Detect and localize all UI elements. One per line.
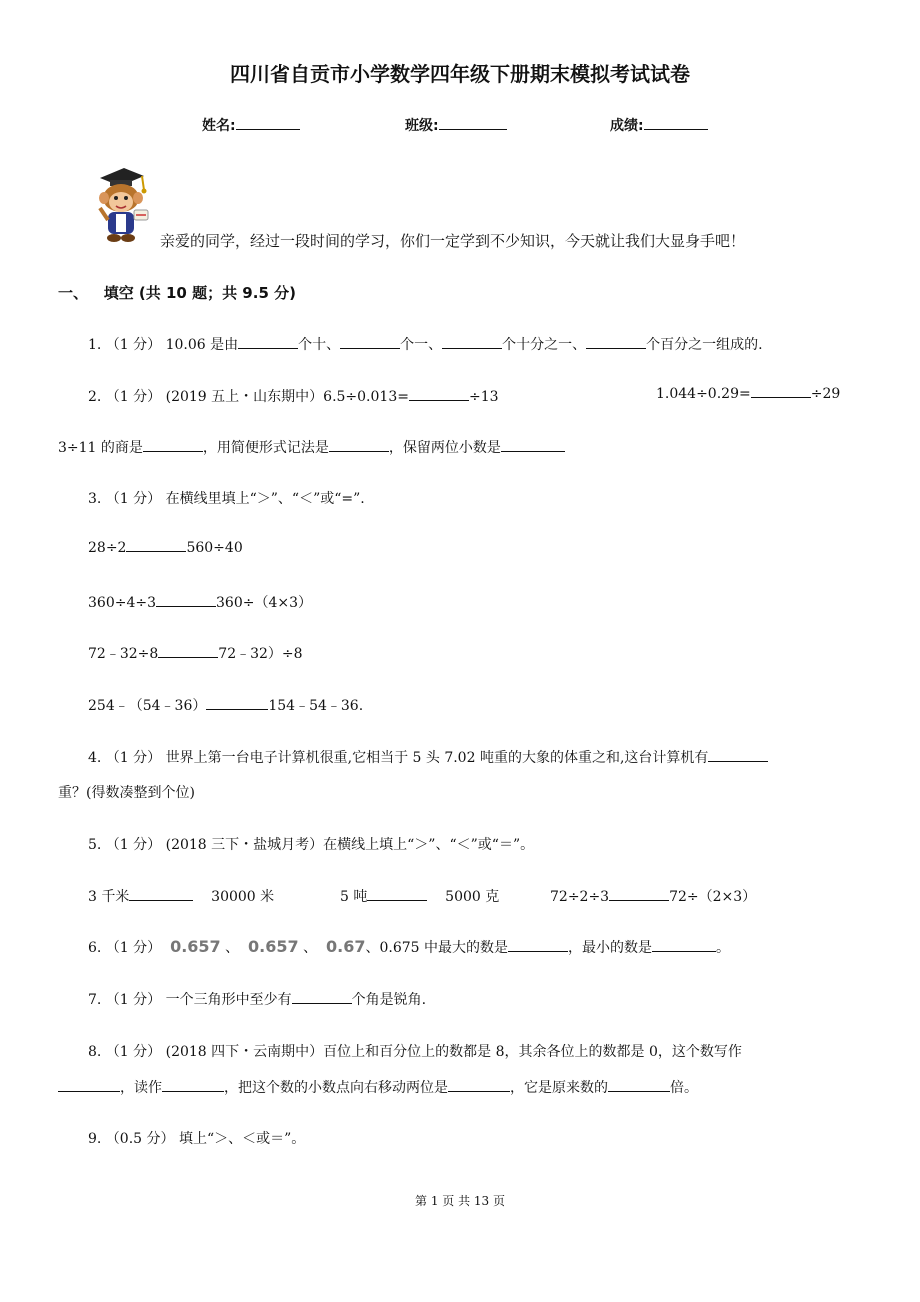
answer-blank[interactable] [652, 951, 716, 952]
name-label: 姓名: [202, 118, 236, 134]
question-2 [88, 386, 499, 406]
question-6 [88, 937, 730, 957]
class-field [405, 115, 507, 135]
q1-text: 个十、 [298, 337, 341, 353]
q5-text: 3 千米 [88, 889, 130, 905]
answer-blank[interactable] [206, 709, 268, 710]
q5-row [340, 886, 499, 906]
class-blank[interactable] [439, 129, 507, 130]
question-1 [88, 334, 763, 354]
score-field [610, 115, 708, 135]
answer-blank[interactable] [129, 900, 193, 901]
q1-text: 1. （1 分） 10.06 是由 [88, 337, 239, 353]
question-9: 9. （0.5 分） 填上“＞、＜或＝”。 [88, 1131, 306, 1147]
answer-blank[interactable] [238, 348, 298, 349]
repeating-decimal-3: 0.67 [326, 937, 366, 956]
q1-text: 个十分之一、 [502, 337, 587, 353]
section-title: 填空 (共 10 题；共 9.5 分) [103, 284, 296, 302]
q8-text: ，把这个数的小数点向右移动两位是 [224, 1080, 448, 1096]
q5-text: 30000 米 [211, 889, 275, 905]
q3-text: 254﹣（54﹣36） [88, 698, 207, 714]
q3-row [88, 592, 312, 612]
repeating-decimal-2: 0.657 [248, 937, 299, 956]
q1-text: 个一、 [400, 337, 443, 353]
section-heading [58, 282, 296, 303]
q6-text: 6. （1 分） [88, 940, 162, 956]
question-5: 5. （1 分） (2018 三下・盐城月考）在横线上填上“＞”、“＜”或“＝”。 [88, 837, 535, 853]
q4-text: 4. （1 分） 世界上第一台电子计算机很重,它相当于 5 头 7.02 吨重的大象的体重之和,这台计算机有 [88, 750, 709, 766]
answer-blank[interactable] [143, 451, 203, 452]
q7-text: 7. （1 分） 一个三角形中至少有 [88, 992, 292, 1008]
question-2-line2 [58, 437, 565, 457]
answer-blank[interactable] [126, 551, 186, 552]
answer-blank[interactable] [158, 657, 218, 658]
name-blank[interactable] [236, 129, 300, 130]
greeting-text: 亲爱的同学，经过一段时间的学习，你们一定学到不少知识，今天就让我们大显身手吧！ [160, 232, 746, 250]
q2-text: ，用简便形式记法是 [202, 440, 329, 456]
q8-text: ，它是原来数的 [510, 1080, 608, 1096]
mascot-image [86, 164, 154, 248]
q3-text: 72﹣32）÷8 [218, 646, 303, 662]
q2-text: ÷13 [468, 389, 499, 405]
score-label: 成绩: [610, 118, 644, 134]
question-3: 3. （1 分） 在横线里填上“＞”、“＜”或“=”. [88, 491, 365, 507]
q5-row [550, 886, 756, 906]
q6-text: 、0.675 中最大的数是 [365, 940, 509, 956]
q5-text: 5000 克 [445, 889, 500, 905]
answer-blank[interactable] [156, 606, 216, 607]
q3-text: 72﹣32÷8 [88, 646, 159, 662]
q3-text: 28÷2 [88, 540, 127, 556]
q5-text: 5 吨 [340, 889, 368, 905]
q6-text: 。 [716, 940, 731, 956]
q1-text: 个百分之一组成的. [646, 337, 763, 353]
q3-row [88, 643, 303, 663]
q3-text: 560÷40 [186, 540, 243, 556]
answer-blank[interactable] [367, 900, 427, 901]
q5-text: 72÷2÷3 [550, 889, 610, 905]
answer-blank[interactable] [162, 1091, 224, 1092]
answer-blank[interactable] [501, 451, 565, 452]
q6-text: 、 [303, 940, 318, 956]
question-8-line2 [58, 1077, 698, 1097]
question-4 [88, 747, 768, 767]
page-title: 四川省自贡市小学数学四年级下册期末模拟考试试卷 [230, 62, 690, 86]
section-number: 一、 [58, 284, 89, 302]
answer-blank[interactable] [340, 348, 400, 349]
q6-text: 、 [225, 940, 240, 956]
q2-text: 1.044÷0.29= [656, 386, 751, 402]
q3-row [88, 695, 363, 715]
name-field [202, 115, 300, 135]
answer-blank[interactable] [329, 451, 389, 452]
q5-row [88, 886, 274, 906]
answer-blank[interactable] [442, 348, 502, 349]
answer-blank[interactable] [751, 397, 811, 398]
question-7 [88, 989, 426, 1009]
q5-text: 72÷（2×3） [669, 889, 757, 905]
page-footer: 第 1 页 共 13 页 [415, 1194, 505, 1208]
q7-text: 个角是锐角. [351, 992, 427, 1008]
q3-text: 154﹣54﹣36. [268, 698, 364, 714]
score-blank[interactable] [644, 129, 708, 130]
q3-text: 360÷4÷3 [88, 595, 156, 611]
answer-blank[interactable] [292, 1003, 352, 1004]
q2-text: 3÷11 的商是 [58, 440, 143, 456]
question-2-right [656, 386, 840, 402]
class-label: 班级: [405, 118, 439, 134]
answer-blank[interactable] [508, 951, 568, 952]
q2-text: ÷29 [810, 386, 841, 402]
repeating-decimal-1: 0.657 [170, 937, 221, 956]
answer-blank[interactable] [448, 1091, 510, 1092]
q8-text: 倍。 [670, 1080, 698, 1096]
question-8: 8. （1 分） (2018 四下・云南期中）百位上和百分位上的数都是 8，其余各位上的数都是 0，这个数写作 [88, 1044, 742, 1060]
answer-blank[interactable] [409, 400, 469, 401]
answer-blank[interactable] [608, 1091, 670, 1092]
answer-blank[interactable] [609, 900, 669, 901]
question-4-line2: 重？(得数凑整到个位) [58, 785, 195, 801]
answer-blank[interactable] [708, 761, 768, 762]
q2-text: ，保留两位小数是 [388, 440, 501, 456]
answer-blank[interactable] [586, 348, 646, 349]
q3-row [88, 540, 243, 556]
q6-text: ，最小的数是 [568, 940, 653, 956]
q8-text: ，读作 [120, 1080, 162, 1096]
answer-blank[interactable] [58, 1091, 120, 1092]
q2-text: 2. （1 分） (2019 五上・山东期中）6.5÷0.013= [88, 389, 409, 405]
q3-text: 360÷（4×3） [216, 595, 312, 611]
